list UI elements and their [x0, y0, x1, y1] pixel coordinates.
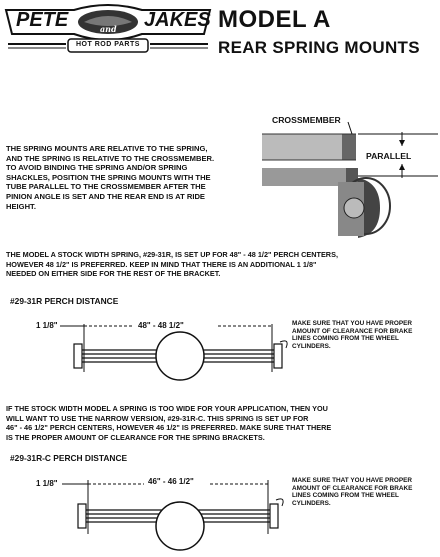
page-subtitle: REAR SPRING MOUNTS	[218, 38, 420, 57]
clearance-note-1	[292, 320, 438, 350]
crossmember-diagram	[262, 112, 440, 240]
note-line: MAKE SURE THAT YOU HAVE PROPER	[292, 477, 413, 484]
intro-line: TO AVOID BINDING THE SPRING AND/OR SPRING	[6, 163, 188, 173]
side-dimension-1: 1 1/8"	[36, 321, 58, 330]
logo-word-pete: PETE	[16, 9, 69, 31]
note-line: AMOUNT OF CLEARANCE FOR BRAKE	[292, 327, 413, 335]
section2-label: #29-31R-C PERCH DISTANCE	[10, 453, 128, 463]
logo-word-and: and	[100, 24, 117, 34]
perch-diagram-1	[0, 316, 300, 386]
note-line: MAKE SURE THAT YOU HAVE PROPER	[292, 320, 413, 327]
center-dimension-1: 48" - 48 1/2"	[138, 321, 184, 330]
narrow-line: IF THE STOCK WIDTH MODEL A SPRING IS TOO WIDE FOR YOUR APPLICATION, THEN YOU	[6, 404, 328, 413]
stock-line: HOWEVER 48 1/2" IS PREFERRED. KEEP IN MIND THAT THERE IS AN ADDITIONAL 1 1/8"	[6, 259, 317, 269]
crossmember-label: CROSSMEMBER	[272, 115, 341, 125]
intro-line: SHACKLES, POSITION THE SPRING MOUNTS WITH THE	[6, 172, 211, 182]
logo	[4, 4, 212, 54]
logo-word-jakes: JAKES	[144, 9, 211, 31]
perch-diagram-2	[0, 474, 300, 552]
intro-paragraph	[6, 144, 266, 211]
narrow-paragraph	[6, 404, 436, 442]
side-dimension-2: 1 1/8"	[36, 479, 58, 488]
intro-line: PINION ANGLE IS SET AND THE REAR END IS AT RIDE	[6, 191, 205, 201]
stock-line: NEEDED ON EITHER SIDE FOR THE REST OF THE BRACKET.	[6, 269, 221, 279]
center-dimension-2: 46" - 46 1/2"	[148, 477, 194, 486]
note-line: AMOUNT OF CLEARANCE FOR BRAKE	[292, 484, 413, 492]
page-title: MODEL A	[218, 6, 331, 33]
intro-line: HEIGHT.	[6, 201, 36, 211]
note-line: CYLINDERS.	[292, 342, 331, 350]
clearance-note-2	[292, 477, 438, 507]
stock-line: THE MODEL A STOCK WIDTH SPRING, #29-31R, IS SET UP FOR 48" - 48 1/2" PERCH CENTERS,	[6, 250, 338, 259]
intro-line: AND THE SPRING IS RELATIVE TO THE CROSSMEMBER.	[6, 153, 215, 163]
narrow-line: 46" - 46 1/2" PERCH CENTERS, HOWEVER 46 1/2" IS PREFERRED. MAKE SURE THAT THERE	[6, 423, 332, 433]
section1-label: #29-31R PERCH DISTANCE	[10, 296, 119, 306]
intro-line: THE SPRING MOUNTS ARE RELATIVE TO THE SPRING,	[6, 144, 208, 153]
logo-tagline: HOT ROD PARTS	[76, 41, 140, 48]
narrow-line: IS THE PROPER AMOUNT OF CLEARANCE FOR THE SPRING BRACKETS.	[6, 432, 265, 442]
stock-paragraph	[6, 250, 436, 279]
note-line: LINES COMING FROM THE WHEEL	[292, 335, 399, 343]
parallel-label: PARALLEL	[366, 151, 412, 161]
note-line: CYLINDERS.	[292, 499, 331, 507]
note-line: LINES COMING FROM THE WHEEL	[292, 492, 399, 500]
narrow-line: WILL WANT TO USE THE NARROW VERSION, #29-31R-C. THIS SPRING IS SET UP FOR	[6, 413, 309, 423]
intro-line: TUBE PARALLEL TO THE CROSSMEMBER AFTER THE	[6, 182, 206, 192]
